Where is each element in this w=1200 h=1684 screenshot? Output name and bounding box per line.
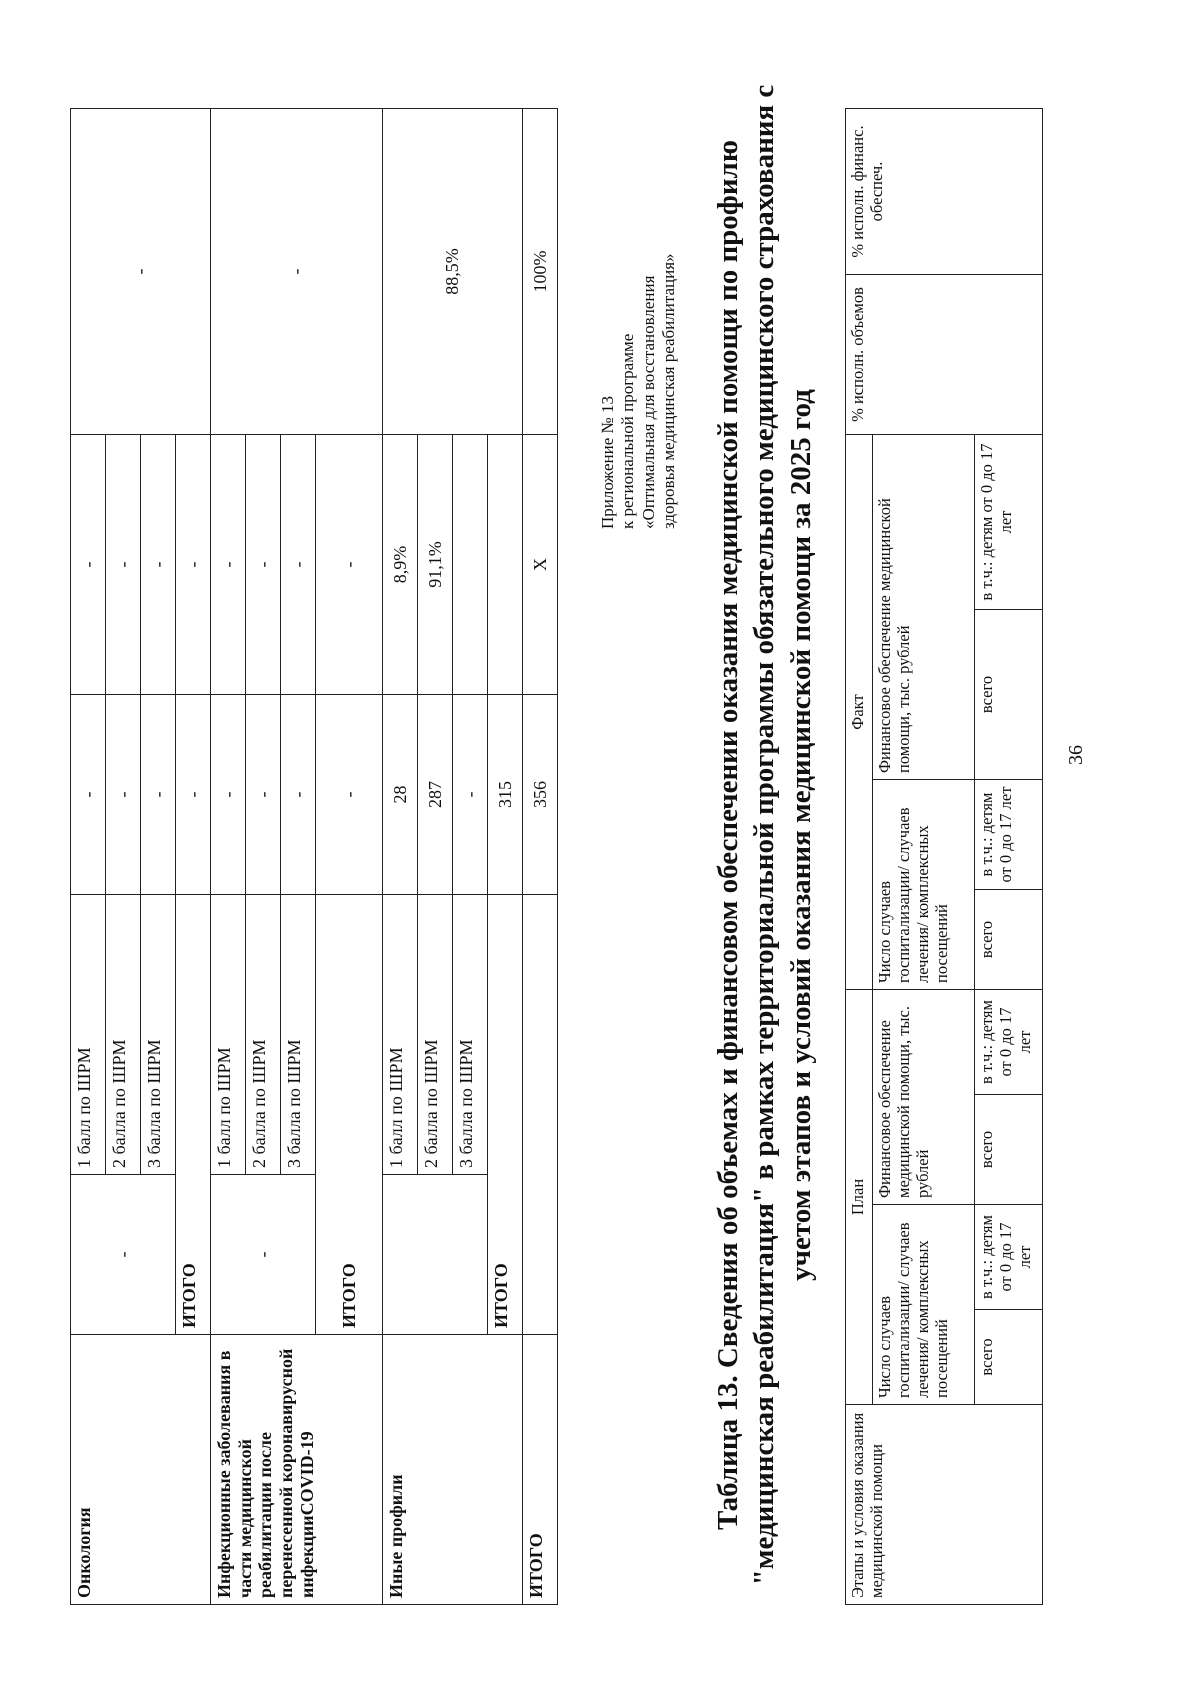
pct-finance-header: % исполн. финанс. обеспеч. xyxy=(846,109,1043,275)
fact-header: Факт xyxy=(846,435,873,990)
table-row xyxy=(211,109,246,1605)
grade-cases: - xyxy=(246,695,281,895)
fact-finance-header: Финансовое обеспечение медицинской помощи, тыс. рублей xyxy=(873,435,975,780)
total-cases: 315 xyxy=(488,695,523,895)
overall-share: 88,5% xyxy=(383,109,523,435)
profile-cell: Инфекционные заболевания в части медицинской реабилитации после перенесенной коронавирусной инфекцииCOVID-19 xyxy=(211,1335,383,1605)
sub-all: всего xyxy=(975,1095,1043,1205)
grade-label: 2 балла по ШРМ xyxy=(418,895,453,1175)
grade-label: 2 балла по ШРМ xyxy=(106,895,141,1175)
sub-all: всего xyxy=(975,610,1043,780)
total-cases: - xyxy=(316,695,383,895)
grade-cases: - xyxy=(453,695,488,895)
grade-cases: 287 xyxy=(418,695,453,895)
stage-cell xyxy=(383,1175,488,1335)
grade-label: 1 балл по ШРМ xyxy=(211,895,246,1175)
pct-volume-header: % исполн. объемов xyxy=(846,275,1043,435)
grade-share: 91,1% xyxy=(418,435,453,695)
rehab-scores-table xyxy=(70,108,558,1605)
sub-children: в т.ч.: детям от 0 до 17 лет xyxy=(975,435,1043,610)
appendix-line: к региональной программе xyxy=(618,333,638,529)
plan-cases-header: Число случаев госпитализации/ случаев лечения/ комплексных посещений xyxy=(873,1205,975,1405)
stage-cell: - xyxy=(211,1175,316,1335)
sub-all: всего xyxy=(975,1310,1043,1405)
profile-cell: Иные профили xyxy=(383,1335,523,1605)
grade-share: - xyxy=(211,435,246,695)
rotated-page-content xyxy=(60,55,1090,1615)
page-number: 36 xyxy=(1065,745,1087,765)
grade-share xyxy=(453,435,488,695)
grand-total-label: ИТОГО xyxy=(523,1335,558,1605)
grade-share: - xyxy=(246,435,281,695)
grand-total-overall: 100% xyxy=(523,109,558,435)
grade-share: - xyxy=(71,435,106,695)
plan-finance-header: Финансовое обеспечение медицинской помощи, тыс. рублей xyxy=(873,990,975,1205)
total-share xyxy=(488,435,523,695)
grade-label: 1 балл по ШРМ xyxy=(71,895,106,1175)
heading-line: учетом этапов и условий оказания медицинской помощи за 2025 год xyxy=(784,389,817,1281)
overall-share: - xyxy=(211,109,383,435)
grade-cases: - xyxy=(141,695,176,895)
total-share: - xyxy=(316,435,383,695)
sub-children: в т.ч.: детям от 0 до 17 лет xyxy=(975,1205,1043,1310)
total-label: ИТОГО xyxy=(176,895,211,1335)
table-row xyxy=(71,109,106,1605)
total-share: - xyxy=(176,435,211,695)
table-row xyxy=(523,109,558,1605)
appendix-note xyxy=(598,89,680,529)
grade-share: - xyxy=(281,435,316,695)
overall-share: - xyxy=(71,109,211,435)
sub-all: всего xyxy=(975,890,1043,990)
grade-label: 3 балла по ШРМ xyxy=(141,895,176,1175)
sub-children: в т.ч.: детям от 0 до 17 лет xyxy=(975,990,1043,1095)
grade-share: - xyxy=(106,435,141,695)
grade-share: 8,9% xyxy=(383,435,418,695)
grand-total-cases: 356 xyxy=(523,695,558,895)
total-label: ИТОГО xyxy=(488,895,523,1335)
grade-share: - xyxy=(141,435,176,695)
grand-total-share: X xyxy=(523,435,558,695)
col-stage-header: Этапы и условия оказания медицинской помощи xyxy=(846,1405,1043,1605)
plan-header: План xyxy=(846,990,873,1405)
table-heading xyxy=(710,55,819,1615)
table-row xyxy=(383,109,418,1605)
sub-children: в т.ч.: детям от 0 до 17 лет xyxy=(975,780,1043,890)
grade-label: 3 балла по ШРМ xyxy=(281,895,316,1175)
total-label: ИТОГО xyxy=(316,895,383,1335)
grade-cases: - xyxy=(211,695,246,895)
stage-cell: - xyxy=(71,1175,176,1335)
appendix-line: Приложение № 13 xyxy=(598,396,617,529)
fact-cases-header: Число случаев госпитализации/ случаев лечения/ комплексных посещений xyxy=(873,780,975,990)
heading-line: Таблица 13. Сведения об объемах и финансовом обеспечении оказания медицинской помощи по профилю xyxy=(712,140,744,1530)
grade-cases: - xyxy=(281,695,316,895)
grade-cases: - xyxy=(106,695,141,895)
grade-cases: 28 xyxy=(383,695,418,895)
grade-label: 3 балла по ШРМ xyxy=(453,895,488,1175)
grand-total-empty xyxy=(523,895,558,1335)
grade-label: 1 балл по ШРМ xyxy=(383,895,418,1175)
volumes-finance-table xyxy=(845,108,1043,1605)
profile-cell: Онкология xyxy=(71,1335,211,1605)
grade-label: 2 балла по ШРМ xyxy=(246,895,281,1175)
total-cases: - xyxy=(176,695,211,895)
appendix-line: «Оптимальная для восстановления xyxy=(638,275,658,529)
grade-cases: - xyxy=(71,695,106,895)
appendix-line: здоровья медицинская реабилитация» xyxy=(659,253,679,529)
heading-line: "медицинская реабилитация" в рамках территориальной программы обязательного медицинского страхования с xyxy=(748,84,781,1586)
table-row xyxy=(846,109,873,1605)
